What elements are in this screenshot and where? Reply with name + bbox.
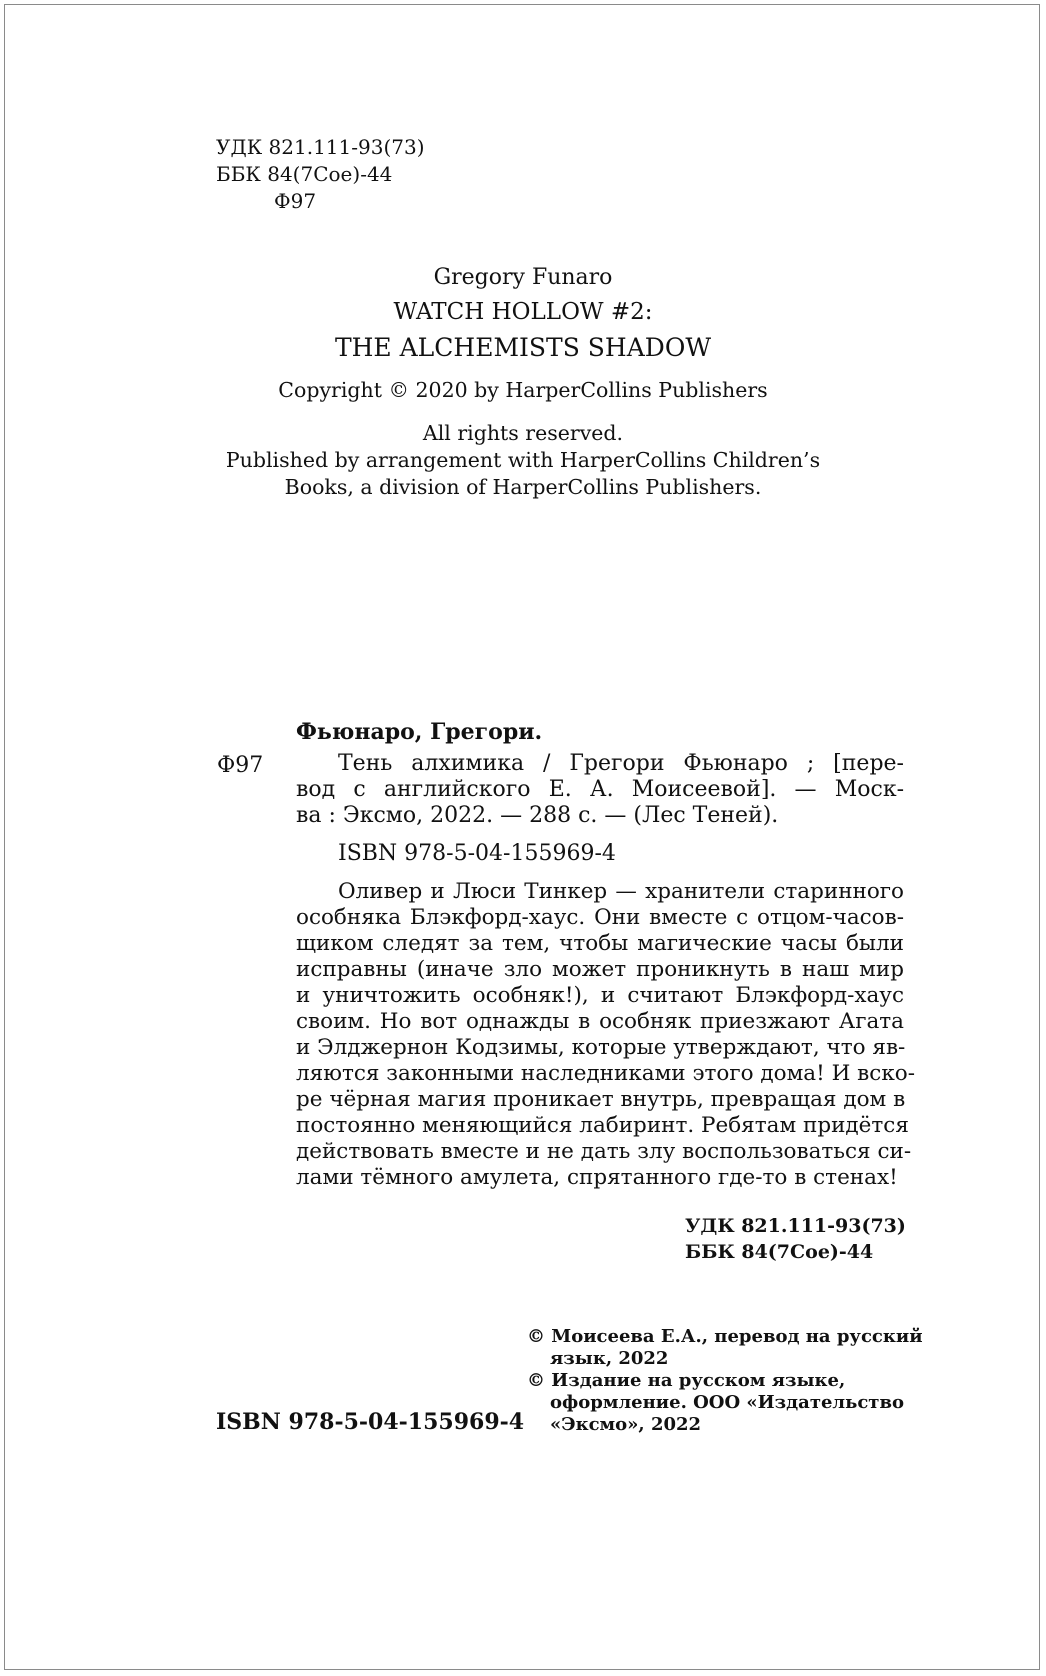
catalog-description-line: вод с английского Е. А. Моисеевой]. — Моск-: [296, 777, 904, 802]
annotation-line: исправны (иначе зло может проникнуть в наш мир: [296, 957, 904, 982]
imprint-page: [4, 4, 1040, 1670]
copyright-line: язык, 2022: [550, 1348, 669, 1369]
annotation-line: особняка Блэкфорд-хаус. Они вместе с отцом-часов-: [296, 905, 904, 930]
catalog-description-line: Тень алхимика / Грегори Фьюнаро ; [пере-: [338, 751, 904, 776]
original-series: WATCH HOLLOW #2:: [393, 299, 653, 325]
udk-code-bottom: УДК 821.111-93(73): [685, 1215, 906, 1237]
annotation-line: своим. Но вот однажды в особняк приезжают Агата: [296, 1009, 904, 1034]
catalog-description-line: ва : Эксмо, 2022. — 288 с. — (Лес Теней).: [296, 803, 779, 828]
rights-line: Books, a division of HarperCollins Publishers.: [284, 475, 762, 499]
bbk-code-top: ББК 84(7Сое)-44: [216, 162, 393, 186]
udk-code-top: УДК 821.111-93(73): [216, 135, 425, 159]
annotation-line: ляются законными наследниками этого дома! И вско-: [296, 1061, 915, 1086]
copyright-line: оформление. ООО «Издательство: [550, 1392, 904, 1413]
annotation-line: ре чёрная магия проникает внутрь, превращая дом в: [296, 1087, 906, 1112]
annotation-line: Оливер и Люси Тинкер — хранители старинного: [338, 879, 904, 904]
rights-line: All rights reserved.: [422, 421, 624, 445]
annotation-line: действовать вместе и не дать злу воспользоваться си-: [296, 1139, 912, 1164]
rights-line: Published by arrangement with HarperCollins Children’s: [225, 448, 821, 472]
original-title: THE ALCHEMISTS SHADOW: [334, 333, 712, 362]
annotation-line: лами тёмного амулета, спрятанного где-то в стенах!: [296, 1165, 898, 1190]
annotation-line: щиком следят за тем, чтобы магические часы были: [296, 931, 904, 956]
catalog-isbn: ISBN 978-5-04-155969-4: [338, 841, 616, 866]
annotation-line: и Элджернон Кодзимы, которые утверждают, что яв-: [296, 1035, 906, 1060]
annotation-line: постоянно меняющийся лабиринт. Ребятам придётся: [296, 1113, 909, 1138]
footer-isbn: ISBN 978-5-04-155969-4: [216, 1409, 525, 1435]
copyright-line: © Моисеева Е.А., перевод на русский: [527, 1326, 923, 1347]
copyright-line: © Издание на русском языке,: [527, 1370, 846, 1391]
bbk-code-bottom: ББК 84(7Сое)-44: [685, 1241, 874, 1263]
original-author: Gregory Funaro: [433, 265, 613, 290]
annotation-line: и уничтожить особняк!), и считают Блэкфорд-хаус: [296, 983, 904, 1008]
author-sign-top: Ф97: [274, 189, 317, 213]
catalog-heading: Фьюнаро, Грегори.: [296, 719, 543, 745]
author-sign-catalog: Ф97: [217, 753, 264, 778]
original-copyright: Copyright © 2020 by HarperCollins Publishers: [278, 378, 768, 402]
copyright-line: «Эксмо», 2022: [550, 1414, 702, 1435]
